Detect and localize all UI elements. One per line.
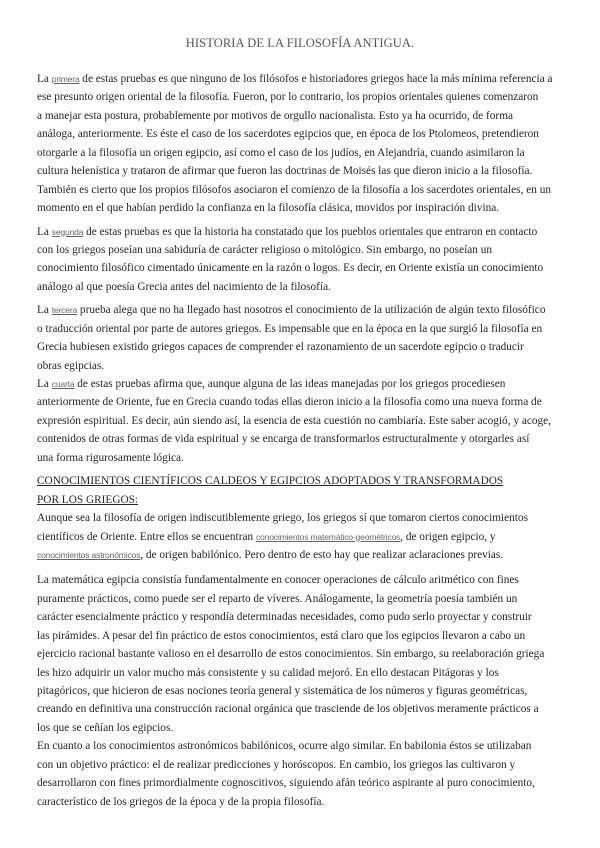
section-heading xyxy=(37,472,577,509)
text-line: anteriormente de Oriente, fue en Grecia cuando todas ellas dieron inicio a la filosofía como una nueva forma de xyxy=(37,396,542,409)
text-line: carácter esencialmente práctico y respondía determinadas necesidades, como pudo serlo proyectar y construir xyxy=(37,611,532,624)
text-line: a manejar esta postura, probablemente por motivos de orgullo nacionalista. Esto ya ha ocurrido, de forma xyxy=(37,109,513,122)
text-line xyxy=(37,546,577,564)
text-line: También es cierto que los propios filósofos asociaron el comienzo de la filosofía a los sacerdotes orientales, en un xyxy=(37,183,552,196)
link-conocimientos-matematicos[interactable]: conocimientos matemático-geométricos xyxy=(255,531,401,542)
link-cuarta[interactable]: cuarta xyxy=(51,379,75,389)
text: prueba alega que no ha llegado hast nosotros el conocimiento de la utilización de algún texto filosófico xyxy=(77,304,546,317)
text-line: ejercicio racional bastante valioso en el desarrollo de estos conocimientos. Sin embargo, su reelaboración griega xyxy=(37,648,545,661)
text-line: expresión espiritual. Es decir, aún siendo así, la esencia de esta cuestión no cambiaría. Este saber acogió, y acoge, xyxy=(37,414,551,427)
text: de estas pruebas afirma que, aunque alguna de las ideas manejadas por los griegos procediesen xyxy=(74,378,506,390)
heading-line: POR LOS GRIEGOS: xyxy=(37,493,139,506)
text-line: pitagóricos, que hicieron de esas nociones teoría general y sistemática de los números y figuras geométricas, xyxy=(37,685,528,697)
paragraph-segunda xyxy=(37,223,577,297)
text: La xyxy=(37,304,52,317)
text: científicos de Oriente. Entre ellos se encuentran xyxy=(37,530,256,543)
link-conocimientos-astronomicos[interactable]: conocimientos astronómicos xyxy=(37,549,141,560)
text-line: con los griegos poseían una sabiduría de carácter religioso o mitológico. Sin embargo, no poseían un xyxy=(37,243,493,256)
text-line: obras egipcias. xyxy=(37,359,105,372)
paragraph-matematica xyxy=(37,571,577,811)
text-line xyxy=(37,223,577,241)
text-line: puramente prácticos, como puede ser el reparto de víveres. Análogamente, la geometría poesía también un xyxy=(37,592,518,605)
text-line: otorgarle a la filosofía un origen egipcio, así como el caso de los judíos, en Alejandría, cuando asimilaron la xyxy=(37,146,525,159)
text-line: análogo al que poesía Grecia antes del nacimiento de la filosofía. xyxy=(37,280,331,293)
text: La xyxy=(37,378,52,390)
paragraph-primera xyxy=(37,70,577,218)
text: La xyxy=(37,225,52,238)
text-line: conocimiento filosófico cimentado únicamente en la razón o logos. Es decir, en Oriente existía un conocimiento xyxy=(37,262,544,275)
text: de estas pruebas es que ninguno de los filósofos e historiadores griegos hace la más mínima referencia a xyxy=(79,73,553,85)
link-tercera[interactable]: tercera xyxy=(51,305,78,316)
text-line: La matemática egipcia consistía fundamentalmente en conocer operaciones de cálculo aritmético con fines xyxy=(37,574,519,587)
text-line xyxy=(37,528,577,546)
text-line: desarrollaron con fines primordialmente cognoscitivos, siguiendo afán teórico aspirante al puro conocimiento, xyxy=(37,777,535,790)
text-line: contenidos de otras formas de vida espiritual y se encarga de transformarlos estructuralmente y otorgarles así xyxy=(37,433,530,446)
text-line xyxy=(37,301,577,319)
text-line: momento en el que habían perdido la confianza en la filosofía clásica, movidos por inspiración divina. xyxy=(37,202,500,215)
link-segunda[interactable]: segunda xyxy=(51,226,84,237)
text-line: Grecia hubiesen existido griegos capaces de comprender el razonamiento de un sacerdote egipcio o traducir xyxy=(37,341,524,354)
document-title: HISTORIA DE LA FILOSOFÍA ANTIGUA. xyxy=(185,36,415,50)
text: , de origen babilónico. Pero dentro de esto hay que realizar aclaraciones previas. xyxy=(140,548,504,561)
paragraph-tercera xyxy=(37,301,577,375)
text-line: o traducción oriental por parte de autores griegos. Es impensable que en la época en la que surgió la filosofía en xyxy=(37,322,543,335)
link-primera[interactable]: primera xyxy=(51,74,80,84)
text-line: En cuanto a los conocimientos astronómicos babilónicos, ocurre algo similar. En babilonia éstos se utilizaban xyxy=(37,740,532,753)
text: , de origen egipcio, y xyxy=(400,530,496,543)
text-line xyxy=(37,70,577,88)
text-line: Aunque sea la filosofía de origen indiscutiblemente griego, los griegos sí que tomaron ciertos conocimientos xyxy=(37,512,528,525)
text-line: cultura helenística y trataron de afirmar que fueron las doctrinas de Moisés las que dieron inicio a la filosofía. xyxy=(37,165,533,178)
text-line: las pirámides. A pesar del fin práctico de estos conocimientos, está claro que los egipcios llevaron a cabo un xyxy=(37,629,526,642)
text-line xyxy=(37,375,577,393)
text-line: característico de los griegos de la época y de la propia filosofía. xyxy=(37,795,325,808)
heading-line: CONOCIMIENTOS CIENTÍFICOS CALDEOS Y EGIPCIOS ADOPTADOS Y TRANSFORMADOS xyxy=(37,475,504,488)
paragraph-cuarta xyxy=(37,375,577,467)
text-line: ese presunto origen oriental de la filosofía. Fueron, por lo contrario, los propios orientales quienes comenzaron xyxy=(37,91,539,104)
text-line: creando en definitiva una construcción racional orgánica que trasciende de los objetivos meramente prácticos a xyxy=(37,703,539,716)
text: La xyxy=(37,73,52,85)
text-line: los que se ceñían los egipcios. xyxy=(37,721,174,734)
paragraph-intro xyxy=(37,509,577,564)
text-line: análoga, anteriormente. Es éste el caso de los sacerdotes egipcios que, en época de los Ptolomeos, pretendieron xyxy=(37,128,539,141)
text-line: una forma rigurosamente lógica. xyxy=(37,451,184,464)
text: de estas pruebas es que la historia ha constatado que los pueblos orientales que entraron en contacto xyxy=(83,225,538,238)
text-line: con un objetivo práctico: el de realizar predicciones y horóscopos. En cambio, los griegos las cultivaron y xyxy=(37,758,516,771)
document-body xyxy=(37,70,577,811)
text-line: les hizo adquirir un valor mucho más consistente y su calidad mejoró. En ello destacan Pitágoras y los xyxy=(37,666,499,679)
